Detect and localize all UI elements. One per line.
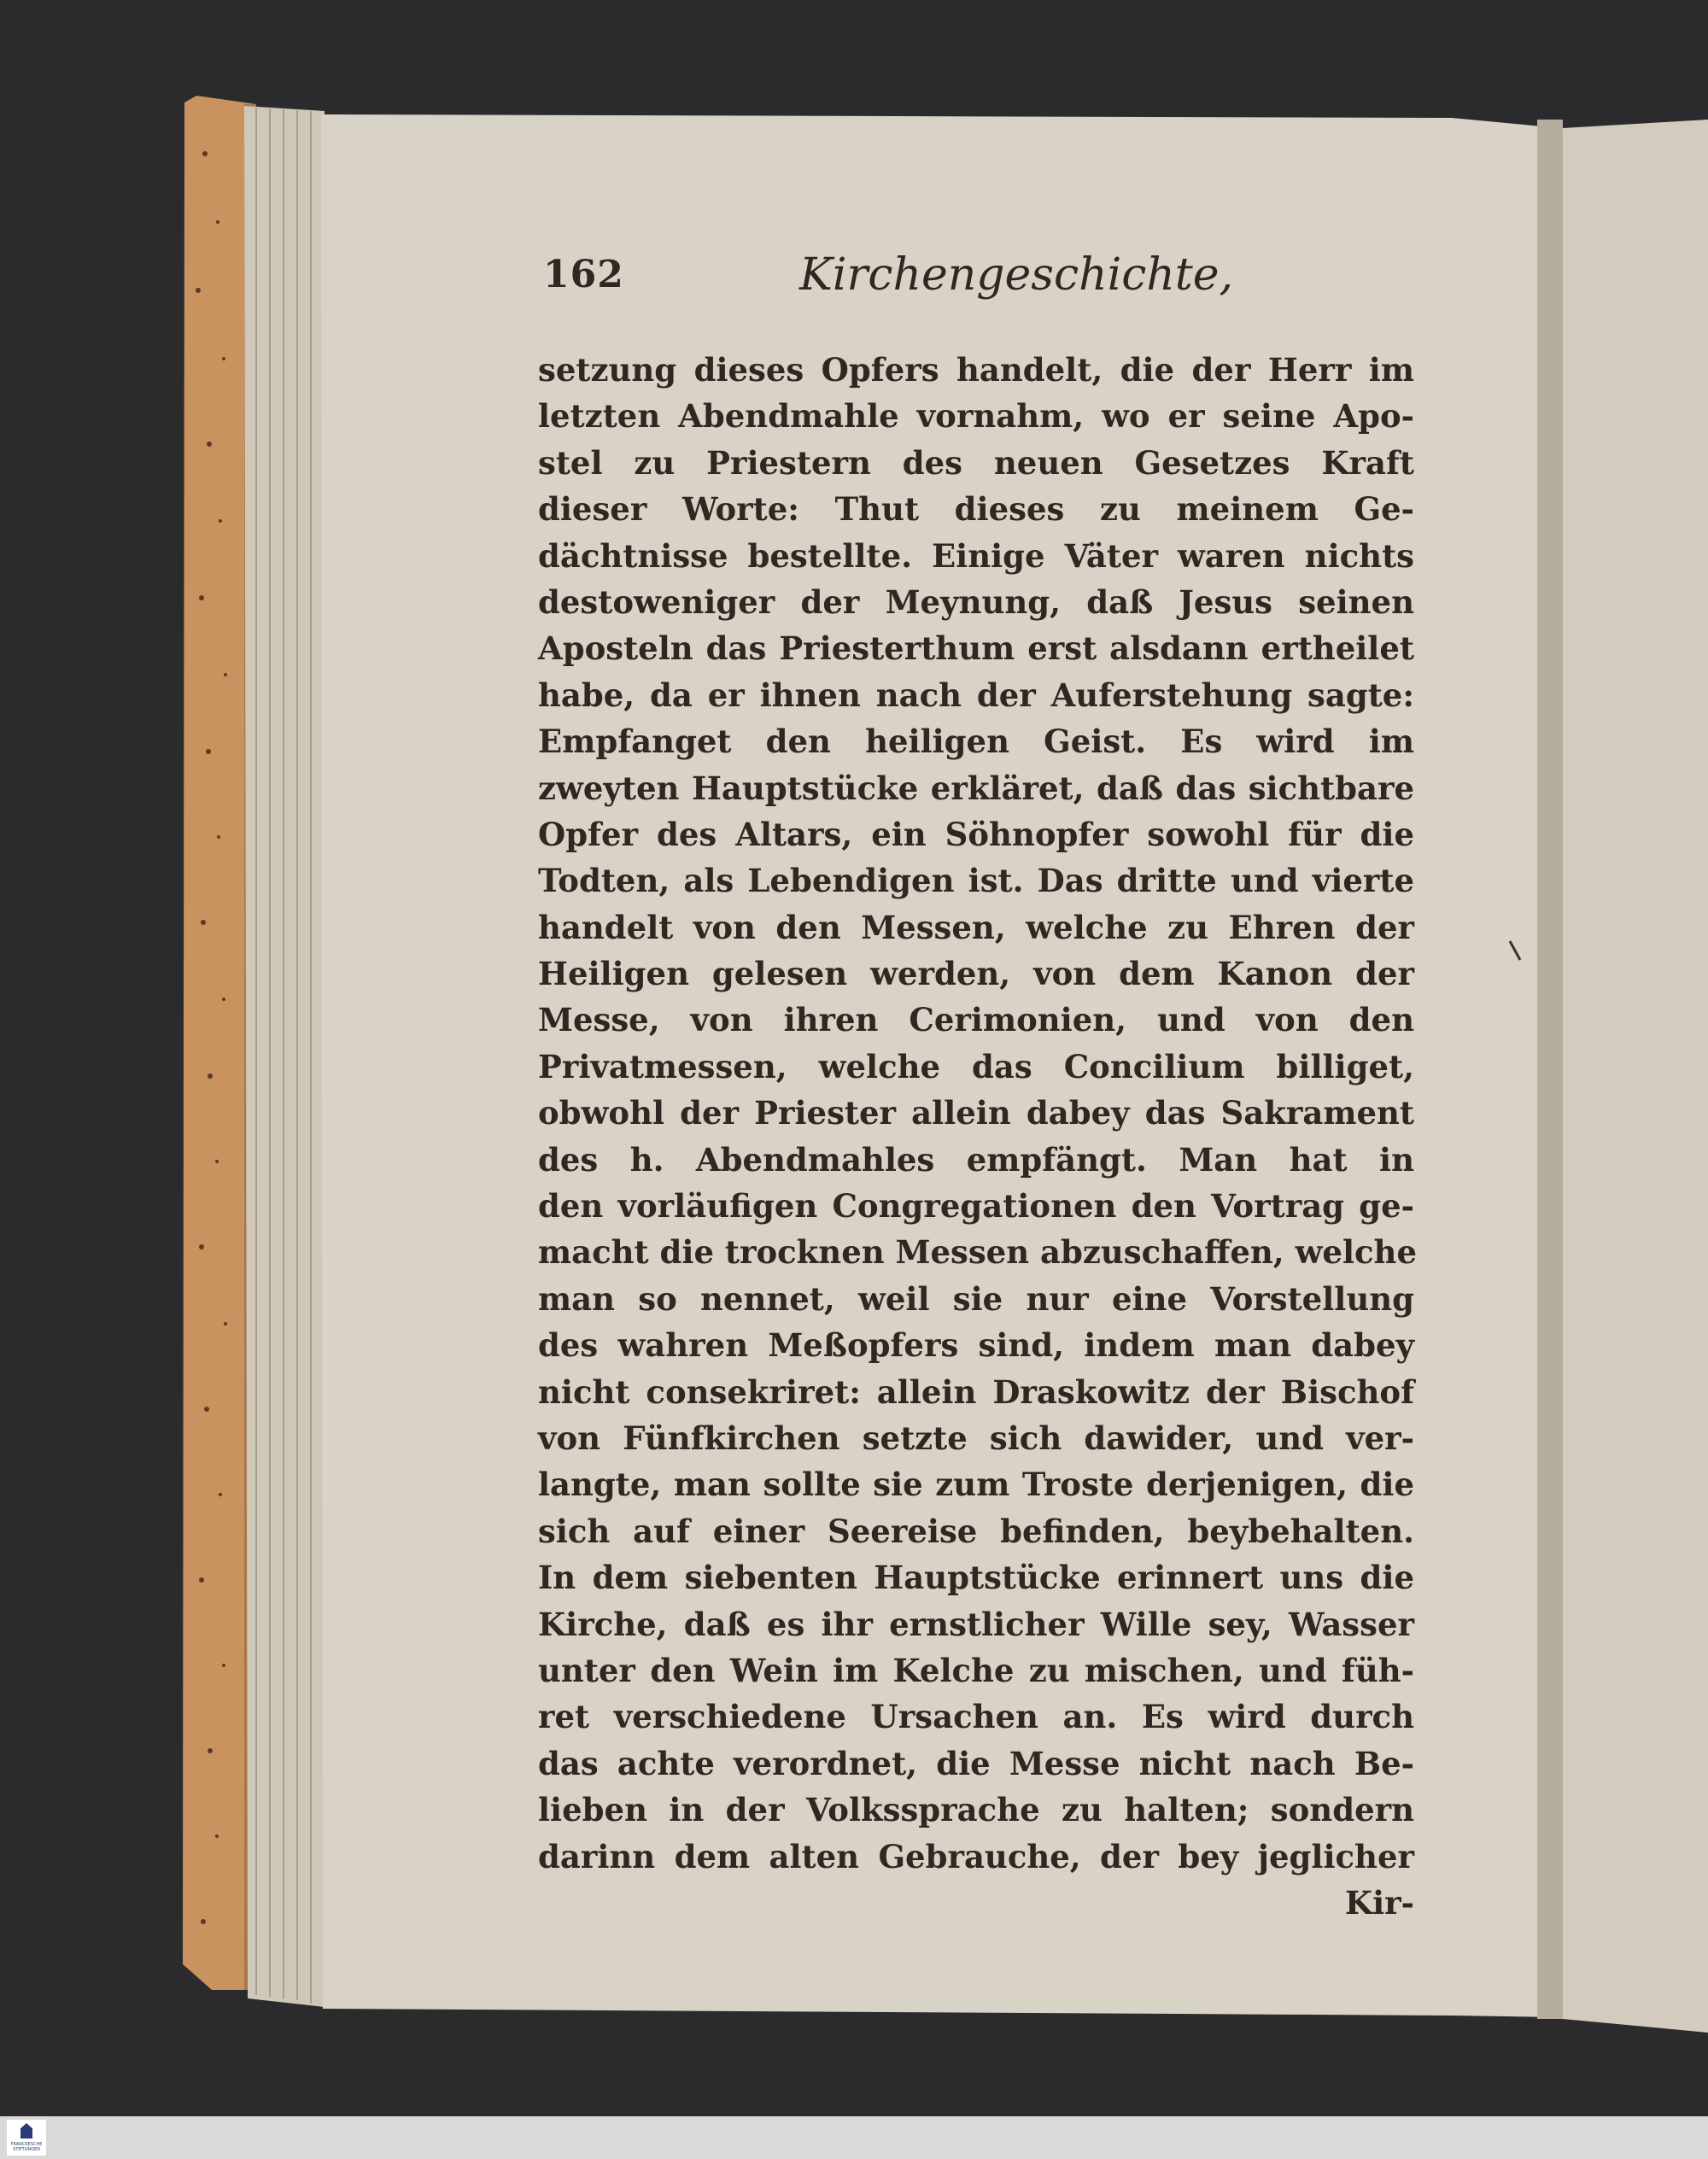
text-line: Privatmessen, welche das Concilium billiget, <box>538 1047 1414 1085</box>
text-line: Empfanget den heiligen Geist. Es wird im <box>538 723 1414 761</box>
text-line: ret verschiedene Ursachen an. Es wird durch <box>538 1698 1414 1736</box>
text-line: sich auf einer Seereise befinden, beybehalten. <box>538 1512 1414 1550</box>
text-line: des h. Abendmahles empfängt. Man hat in <box>538 1140 1414 1179</box>
text-line: Messe, von ihren Cerimonien, und von den <box>538 1001 1414 1039</box>
library-logo-icon <box>20 2123 32 2139</box>
library-logo[interactable] <box>7 2120 46 2156</box>
text-line: letzten Abendmahle vornahm, wo er seine Apo- <box>538 397 1414 436</box>
text-line: des wahren Meßopfers sind, indem man dabey <box>538 1326 1414 1365</box>
text-line: stel zu Priestern des neuen Gesetzes Kraft <box>538 443 1414 482</box>
text-line: lieben in der Volkssprache zu halten; sondern <box>538 1791 1414 1829</box>
catchword: Kir- <box>1344 1883 1414 1922</box>
body-text <box>538 347 1417 1926</box>
text-line: zweyten Hauptstücke erkläret, daß das sichtbare <box>538 769 1414 807</box>
text-line: setzung dieses Opfers handelt, die der Herr im <box>538 351 1414 389</box>
gutter-shadow <box>1537 120 1563 2019</box>
text-line: Opfer des Altars, ein Söhnopfer sowohl für die <box>538 815 1414 853</box>
text-line: Todten, als Lebendigen ist. Das dritte und vierte <box>538 862 1414 900</box>
text-line: das achte verordnet, die Messe nicht nach Be- <box>538 1744 1414 1782</box>
text-line: dieser Worte: Thut dieses zu meinem Ge- <box>538 490 1414 529</box>
text-line: handelt von den Messen, welche zu Ehren der <box>538 908 1414 946</box>
text-line: In dem siebenten Hauptstücke erinnert uns die <box>538 1559 1414 1597</box>
library-logo-text: FRANCKESCHE STIFTUNGEN <box>10 2142 43 2152</box>
text-line: man so nennet, weil sie nur eine Vorstellung <box>538 1279 1414 1318</box>
text-line: Heiligen gelesen werden, von dem Kanon der <box>538 955 1414 993</box>
text-line: obwohl der Priester allein dabey das Sakrament <box>538 1094 1414 1132</box>
text-line: unter den Wein im Kelche zu mischen, und füh- <box>538 1651 1414 1689</box>
text-line: darinn dem alten Gebrauche, der bey jeglicher <box>538 1837 1414 1875</box>
text-line: dächtnisse bestellte. Einige Väter waren nichts <box>538 536 1414 575</box>
text-line: nicht consekriret: allein Draskowitz der Bischof <box>538 1372 1414 1411</box>
text-line: Kirche, daß es ihr ernstlicher Wille sey, Wasser <box>538 1605 1414 1643</box>
text-line: destoweniger der Meynung, daß Jesus seinen <box>538 582 1414 621</box>
page-header <box>543 249 1414 304</box>
text-line: macht die trocknen Messen abzuschaffen, welche <box>538 1233 1417 1272</box>
running-title: Kirchengeschichte, <box>799 249 1234 301</box>
text-line: Aposteln das Priesterthum erst alsdann ertheilet <box>538 629 1414 668</box>
text-line: habe, da er ihnen nach der Auferstehung sagte: <box>538 676 1414 714</box>
page-number: 162 <box>543 253 624 296</box>
facing-page <box>1563 120 1708 2033</box>
text-line: von Fünfkirchen setzte sich dawider, und ver- <box>538 1419 1414 1457</box>
text-line: den vorläufigen Congregationen den Vortrag ge- <box>538 1187 1414 1226</box>
text-line: langte, man sollte sie zum Troste derjenigen, die <box>538 1466 1414 1504</box>
viewer-bottom-bar <box>0 2116 1708 2159</box>
